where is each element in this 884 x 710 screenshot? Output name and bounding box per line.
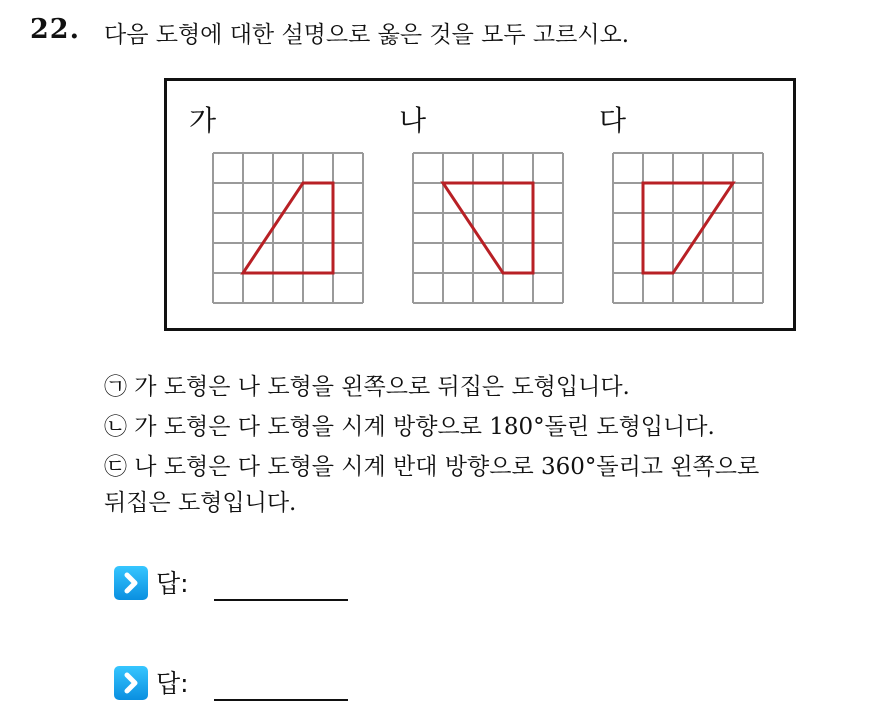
answer-row-1	[114, 562, 374, 602]
answer-blank-2[interactable]	[214, 699, 348, 701]
quadrilateral-shape	[643, 183, 733, 273]
figure-grid-da	[612, 152, 764, 304]
question-text: 다음 도형에 대한 설명으로 옳은 것을 모두 고르시오.	[104, 22, 630, 48]
answer-blank-1[interactable]	[214, 599, 348, 601]
statement-1: ㉠ 가 도형은 나 도형을 왼쪽으로 뒤집은 도형입니다.	[104, 374, 630, 400]
figure-box	[164, 78, 796, 331]
answer-label: 답:	[156, 669, 189, 698]
quadrilateral-shape	[243, 183, 333, 273]
chevron-right-icon	[114, 666, 148, 700]
question-number: 22.	[30, 14, 80, 45]
statement-2: ㉡ 가 도형은 다 도형을 시계 방향으로 180°돌린 도형입니다.	[104, 414, 715, 440]
statement-3-continued: 뒤집은 도형입니다.	[104, 490, 297, 516]
answer-row-2	[114, 662, 374, 702]
answer-label: 답:	[156, 569, 189, 598]
quadrilateral-shape	[443, 183, 533, 273]
figure-label-da: 다	[599, 104, 627, 137]
figure-label-na: 나	[399, 104, 427, 137]
figure-grid-ga	[212, 152, 364, 304]
statement-3: ㉢ 나 도형은 다 도형을 시계 반대 방향으로 360°돌리고 왼쪽으로	[104, 454, 760, 480]
figure-label-ga: 가	[189, 104, 217, 137]
chevron-right-icon	[114, 566, 148, 600]
figure-grid-na	[412, 152, 564, 304]
